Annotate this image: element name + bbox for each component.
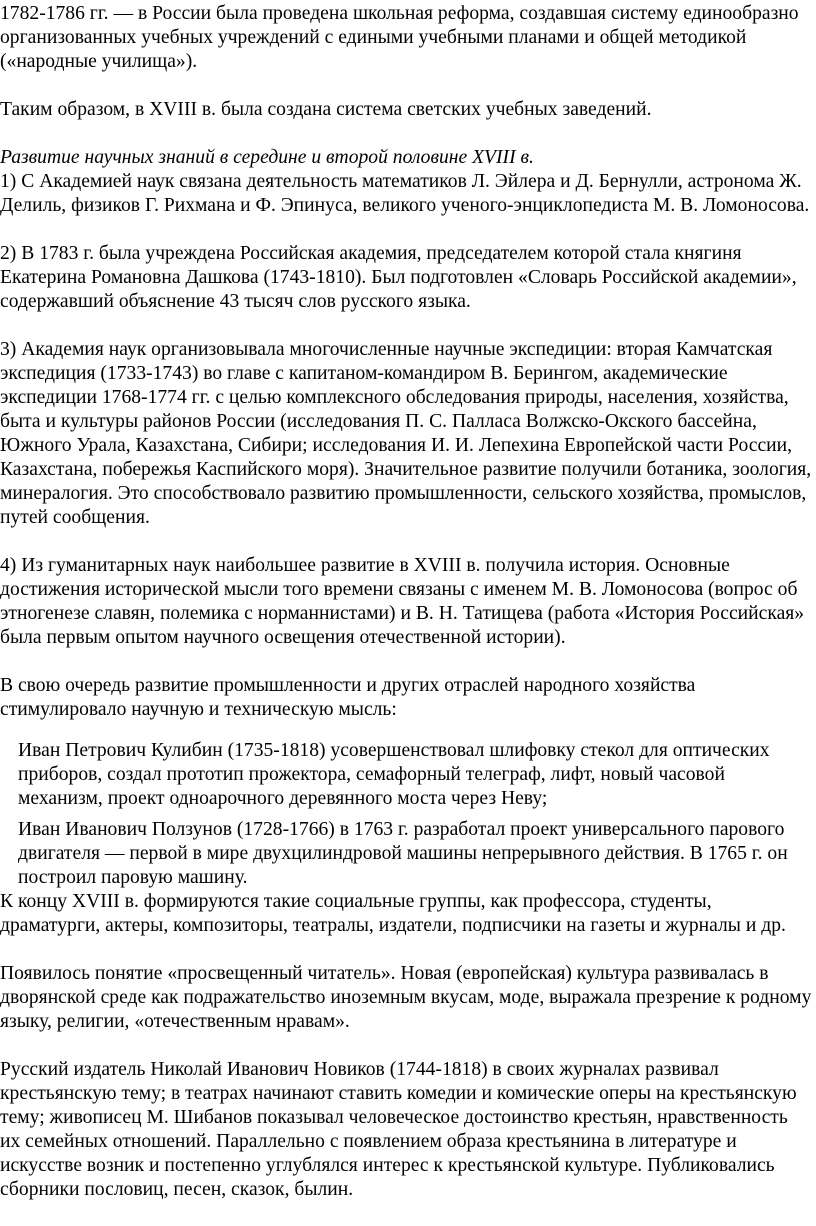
inventors-list	[0, 739, 812, 890]
list-item: Иван Иванович Ползунов (1728-1766) в 1763 г. разработал проект универсального парового двигателя — первой в мире двухцилиндровой машины непрерывного действия. В 1765 г. он построил паровую машину.	[18, 819, 788, 888]
paragraph-point-1: 1) С Академией наук связана деятельность математиков Л. Эйлера и Д. Бернулли, астронома Ж. Делиль, физиков Г. Рихмана и Ф. Эпинуса, великого ученого-энциклопедиста М. В. Ломоносова.	[0, 171, 810, 216]
paragraph-school-reform: 1782-1786 гг. — в России была проведена школьная реформа, создавшая систему единообразно организованных учебных учреждений с едиными учебными планами и общей методикой («народные училища»).	[0, 3, 799, 72]
paragraph-summary: Таким образом, в XVIII в. была создана система светских учебных заведений.	[0, 99, 652, 120]
section-heading: Развитие научных знаний в середине и второй половине XVIII в.	[0, 147, 534, 168]
paragraph-enlightened-reader: Появилось понятие «просвещенный читатель». Новая (европейская) культура развивалась в дворянской среде как подражательство иноземным вкусам, моде, выражала презрение к родному языку, религии, «отечественным нравам».	[0, 963, 812, 1032]
paragraph-point-2: 2) В 1783 г. была учреждена Российская академия, председателем которой стала княгиня Екатерина Романовна Дашкова (1743-1810). Был подготовлен «Словарь Российской академии», содержавший объяснение 43 тысяч слов русского языка.	[0, 243, 797, 312]
paragraph-point-4: 4) Из гуманитарных наук наибольшее развитие в XVIII в. получила история. Основные достижения исторической мысли того времени связаны с именем М. В. Ломоносова (вопрос об этногенезе славян, полемика с норманнистами) и В. Н. Татищева (работа «История Российская» была первым опытом научного освещения отечественной истории).	[0, 555, 805, 648]
list-item: Иван Петрович Кулибин (1735-1818) усовершенствовал шлифовку стекол для оптических приборов, создал прототип прожектора, семафорный телеграф, лифт, новый часовой механизм, проект одноарочного деревянного моста через Неву;	[18, 740, 770, 809]
paragraph-technical-thought: В свою очередь развитие промышленности и других отраслей народного хозяйства стимулировало научную и техническую мысль:	[0, 675, 696, 720]
paragraph-social-groups: К концу XVIII в. формируются такие социальные группы, как профессора, студенты, драматурги, актеры, композиторы, театралы, издатели, подписчики на газеты и журналы и др.	[0, 891, 786, 936]
paragraph-novikov: Русский издатель Николай Иванович Новиков (1744-1818) в своих журналах развивал крестьянскую тему; в театрах начинают ставить комедии и комические оперы на крестьянскую тему; живописец М. Шибанов показывал человеческое достоинство крестьян, нравственность их семейных отношений. Параллельно с появлением образа крестьянина в литературе и искусстве возник и постепенно углублялся интерес к крестьянской культуре. Публиковались сборники пословиц, песен, сказок, былин.	[0, 1059, 797, 1200]
paragraph-point-3: 3) Академия наук организовывала многочисленные научные экспедиции: вторая Камчатская экспедиция (1733-1743) во главе с капитаном-командиром В. Берингом, академические экспедиции 1768-1774 гг. с целью комплексного обследования природы, населения, хозяйства, быта и культуры районов России (исследования П. С. Палласа Волжско-Окского бассейна, Южного Урала, Казахстана, Сибири; исследования И. И. Лепехина Европейской части России, Казахстана, побережья Каспийского моря). Значительное развитие получили ботаника, зоология, минералогия. Это способствовало развитию промышленности, сельского хозяйства, промыслов, путей сообщения.	[0, 339, 812, 528]
